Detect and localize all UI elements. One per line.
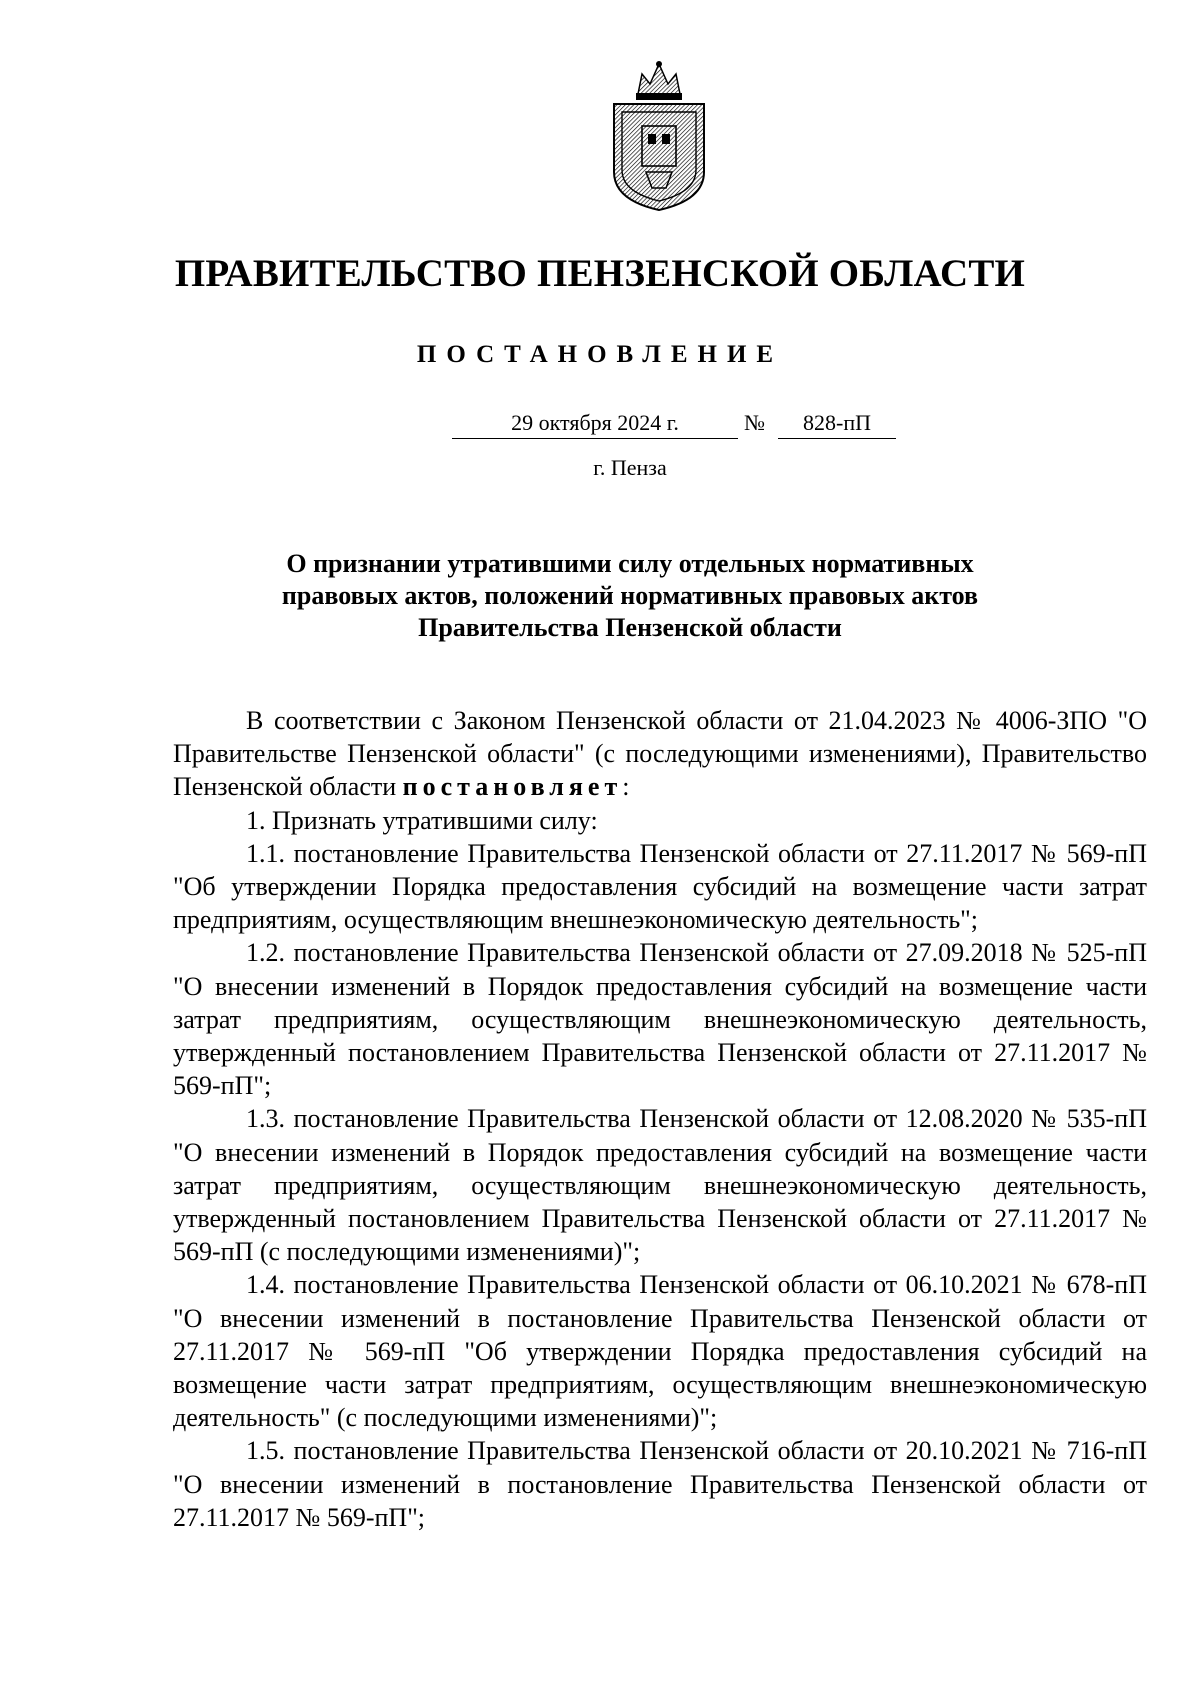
item-1-2: 1.2. постановление Правительства Пензенской области от 27.09.2018 № 525-пП "О внесении изменений в Порядок предоставления субсидий на возмещение части затрат предприятиям, осуществляющим внешнеэкономическую деятельность, утвержденный постановлением Правительства Пензенской области от 27.11.2017 № 569-пП"; xyxy=(173,938,1147,1101)
document-body xyxy=(173,704,1147,1534)
preamble-end: : xyxy=(622,772,630,802)
item-1-5: 1.5. постановление Правительства Пензенской области от 20.10.2021 № 716-пП "О внесении изменений в постановление Правительства Пензенской области от 27.11.2017 № 569-пП"; xyxy=(173,1436,1147,1532)
subject-line-1: О признании утратившими силу отдельных нормативных xyxy=(286,549,974,578)
coat-of-arms-emblem xyxy=(606,60,712,212)
document-number: 828-пП xyxy=(778,408,896,439)
preamble-verb: постановляет xyxy=(402,772,623,802)
number-sign: № xyxy=(744,410,765,435)
document-subject xyxy=(240,548,1020,644)
item-1-4: 1.4. постановление Правительства Пензенской области от 06.10.2021 № 678-пП "О внесении изменений в постановление Правительства Пензенской области от 27.11.2017 № 569-пП "Об утверждении Порядка предоставления субсидий на возмещение части затрат предприятиям, осуществляющим внешнеэкономическую деятельность" (с последующими изменениями)"; xyxy=(173,1270,1147,1433)
document-type: ПОСТАНОВЛЕНИЕ xyxy=(416,341,784,368)
date-number-line xyxy=(0,408,1200,442)
city: г. Пенза xyxy=(593,455,667,480)
item-1-3: 1.3. постановление Правительства Пензенской области от 12.08.2020 № 535-пП "О внесении изменений в Порядок предоставления субсидий на возмещение части затрат предприятиям, осуществляющим внешнеэкономическую деятельность, утвержденный постановлением Правительства Пензенской области от 27.11.2017 № 569-пП (с последующими изменениями)"; xyxy=(173,1104,1147,1267)
government-title: ПРАВИТЕЛЬСТВО ПЕНЗЕНСКОЙ ОБЛАСТИ xyxy=(174,252,1026,295)
subject-line-2: правовых актов, положений нормативных правовых актов xyxy=(281,581,979,610)
item-1-1: 1.1. постановление Правительства Пензенской области от 27.11.2017 № 569-пП "Об утверждении Порядка предоставления субсидий на возмещение части затрат предприятиям, осуществляющим внешнеэкономическую деятельность"; xyxy=(173,838,1147,935)
preamble-text: В соответствии с Законом Пензенской области от 21.04.2023 № 4006-ЗПО "О Правительстве Пензенской области" (с последующими изменениями), Правительство Пензенской области xyxy=(173,706,1147,802)
item-1: 1. Признать утратившими силу: xyxy=(246,805,598,835)
document-date: 29 октября 2024 г. xyxy=(452,408,738,439)
preamble-paragraph xyxy=(173,704,1147,804)
subject-line-3: Правительства Пензенской области xyxy=(418,613,842,642)
